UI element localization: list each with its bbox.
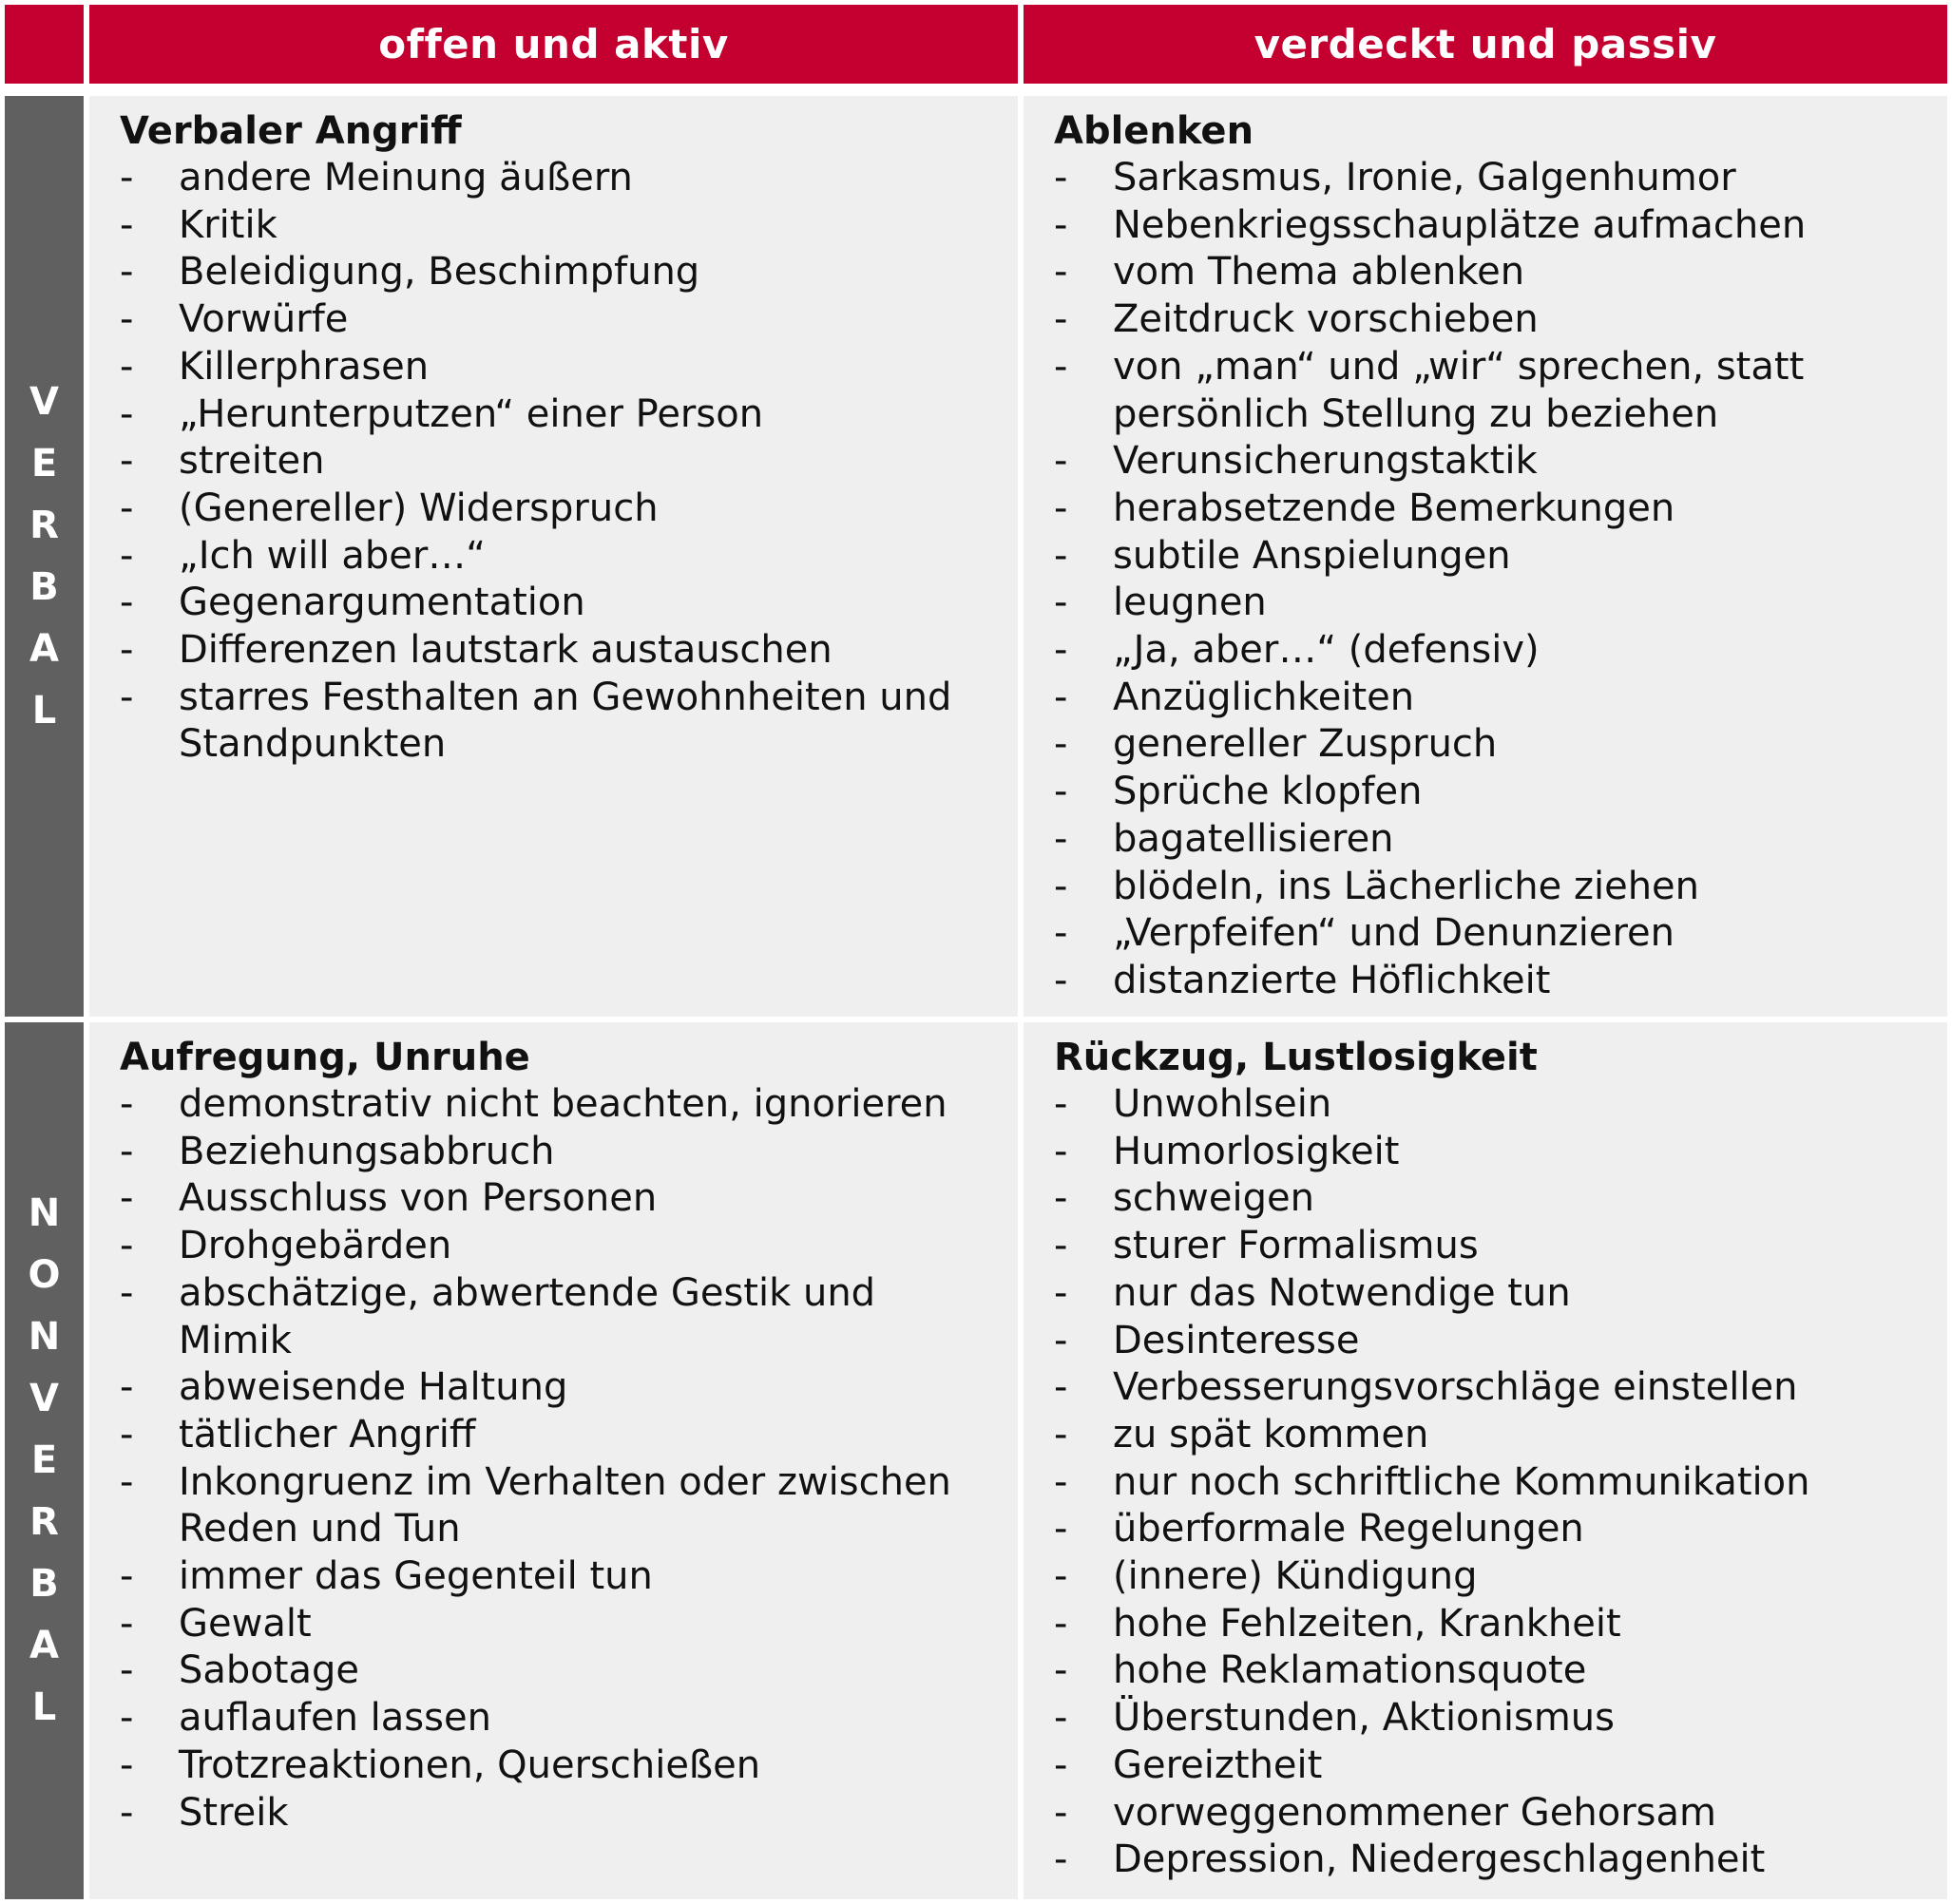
row-label-letter: R	[29, 1500, 59, 1544]
list-item-text: sturer Formalismus	[1113, 1224, 1479, 1268]
list-item	[120, 1364, 1018, 1412]
list-item	[1054, 438, 1947, 486]
bullet-dash: -	[120, 1224, 134, 1268]
bullet-dash: -	[1054, 250, 1068, 295]
list-item-text: nur noch schriftliche Kommunikation	[1113, 1459, 1810, 1504]
list-item-text: blödeln, ins Lächerliche ziehen	[1113, 864, 1700, 908]
list-item	[120, 675, 1018, 769]
bullet-dash: -	[1054, 156, 1068, 200]
bullet-dash: -	[1054, 1837, 1068, 1882]
bullet-dash: -	[120, 1270, 134, 1315]
list-item	[120, 296, 1018, 344]
cell-title: Ablenken	[1054, 109, 1254, 153]
bullet-dash: -	[1054, 202, 1068, 247]
list-item-text: Inkongruenz im Verhalten oder zwischen Reden und Tun	[179, 1459, 951, 1552]
header-corner	[5, 5, 84, 84]
row-label-letter: V	[29, 379, 59, 424]
list-item	[1054, 1695, 1947, 1742]
list-item	[1054, 1647, 1947, 1695]
list-item	[120, 1647, 1018, 1695]
bullet-dash: -	[120, 1790, 134, 1835]
list-item	[1054, 486, 1947, 533]
list-item	[120, 1695, 1018, 1742]
list-item	[120, 1081, 1018, 1129]
bullet-dash: -	[120, 1696, 134, 1741]
list-item-text: nur das Notwendige tun	[1113, 1270, 1571, 1315]
cell-title: Rückzug, Lustlosigkeit	[1054, 1036, 1538, 1079]
list-item-text: schweigen	[1113, 1176, 1314, 1221]
list-item	[120, 533, 1018, 581]
bullet-dash: -	[1054, 1790, 1068, 1835]
list-item-text: „Ich will aber…“	[179, 533, 487, 578]
list-item-text: hohe Fehlzeiten, Krankheit	[1113, 1601, 1621, 1646]
list-item	[120, 202, 1018, 250]
list-item-text: Drohgebärden	[179, 1224, 452, 1268]
bullet-dash: -	[1054, 628, 1068, 673]
list-item	[1054, 1742, 1947, 1790]
cell-title: Verbaler Angriff	[120, 109, 462, 153]
list-item-text: Differenzen lautstark austauschen	[179, 628, 832, 673]
bullet-dash: -	[120, 1459, 134, 1504]
list-item-text: Gegenargumentation	[179, 581, 585, 625]
bullet-dash: -	[1054, 1601, 1068, 1646]
list-item-text: Kritik	[179, 202, 277, 247]
list-item-text: demonstrativ nicht beachten, ignorieren	[179, 1082, 947, 1126]
list-item	[1054, 769, 1947, 816]
list-item	[1054, 202, 1947, 250]
list-item-text: tätlicher Angriff	[179, 1412, 476, 1457]
list-item	[120, 438, 1018, 486]
list-item-text: auflaufen lassen	[179, 1696, 491, 1741]
list-item-text: „Herunterputzen“ einer Person	[179, 391, 764, 436]
list-item	[1054, 1318, 1947, 1365]
bullet-dash: -	[1054, 344, 1068, 389]
bullet-dash: -	[120, 202, 134, 247]
bullet-dash: -	[120, 486, 134, 530]
list-item-text: Verbesserungsvorschläge einstellen	[1113, 1365, 1798, 1410]
list-item	[1054, 816, 1947, 864]
list-item-text: bagatellisieren	[1113, 816, 1394, 861]
bullet-dash: -	[120, 344, 134, 389]
list-item-text: Beleidigung, Beschimpfung	[179, 250, 700, 295]
list-item-text: leugnen	[1113, 581, 1267, 625]
bullet-dash: -	[120, 391, 134, 436]
cell-verbal-verdeckt	[1024, 96, 1947, 1017]
list-item	[1054, 864, 1947, 911]
row-label-verbal	[5, 96, 84, 1017]
list-item-text: Gewalt	[179, 1601, 312, 1646]
list-item-text: Killerphrasen	[179, 344, 430, 389]
bullet-dash: -	[120, 1365, 134, 1410]
list-item	[1054, 1459, 1947, 1507]
list-item	[1054, 1364, 1947, 1412]
bullet-dash: -	[1054, 1412, 1068, 1457]
row-label-letter: A	[29, 626, 59, 671]
row-label-nonverbal	[5, 1022, 84, 1899]
list-item	[1054, 249, 1947, 296]
list-item	[120, 627, 1018, 675]
bullet-dash: -	[1054, 1176, 1068, 1221]
list-item-text: Anzüglichkeiten	[1113, 675, 1415, 719]
bullet-dash: -	[120, 250, 134, 295]
bullet-dash: -	[1054, 722, 1068, 767]
list-item-text: immer das Gegenteil tun	[179, 1554, 653, 1599]
bullet-dash: -	[1054, 675, 1068, 719]
row-label-letter: L	[31, 688, 57, 733]
bullet-dash: -	[1054, 1648, 1068, 1693]
bullet-dash: -	[1054, 911, 1068, 956]
row-label-letter: B	[29, 1562, 59, 1606]
list-item	[1054, 1175, 1947, 1223]
column-header-offen-aktiv: offen und aktiv	[89, 5, 1018, 84]
bullet-dash: -	[120, 297, 134, 342]
list-item	[1054, 1270, 1947, 1318]
list-item-text: genereller Zuspruch	[1113, 722, 1498, 767]
bullet-dash: -	[120, 156, 134, 200]
list-item-text: Gereiztheit	[1113, 1742, 1323, 1787]
list-item	[1054, 1081, 1947, 1129]
bullet-dash: -	[120, 1412, 134, 1457]
bullet-dash: -	[1054, 297, 1068, 342]
bullet-dash: -	[1054, 1742, 1068, 1787]
list-item-text: vom Thema ablenken	[1113, 250, 1525, 295]
list-item	[120, 580, 1018, 627]
bullet-dash: -	[120, 628, 134, 673]
list-item	[1054, 721, 1947, 769]
list-item-text: starres Festhalten an Gewohnheiten und Standpunkten	[179, 675, 952, 767]
list-item-text: Streik	[179, 1790, 289, 1835]
list-item-text: Nebenkriegsschauplätze aufmachen	[1113, 202, 1807, 247]
list-item-text: abschätzige, abwertende Gestik und Mimik	[179, 1270, 876, 1362]
bullet-dash: -	[1054, 770, 1068, 814]
row-label-letter: B	[29, 564, 59, 609]
row-label-letter: R	[29, 503, 59, 547]
list-item-text: hohe Reklamationsquote	[1113, 1648, 1587, 1693]
bullet-dash: -	[1054, 439, 1068, 484]
list-item	[1054, 580, 1947, 627]
cell-nonverbal-offen	[89, 1022, 1018, 1899]
bullet-dash: -	[120, 1129, 134, 1173]
item-list	[1054, 1081, 1947, 1884]
list-item	[1054, 1553, 1947, 1601]
list-item	[1054, 1129, 1947, 1176]
list-item-text: Zeitdruck vorschieben	[1113, 297, 1539, 342]
item-list	[120, 1081, 1018, 1837]
list-item	[1054, 627, 1947, 675]
bullet-dash: -	[1054, 1270, 1068, 1315]
list-item-text: überformale Regelungen	[1113, 1507, 1584, 1552]
list-item	[1054, 1223, 1947, 1270]
bullet-dash: -	[1054, 816, 1068, 861]
bullet-dash: -	[120, 1082, 134, 1126]
list-item	[1054, 958, 1947, 1005]
item-list	[120, 155, 1018, 769]
list-item-text: zu spät kommen	[1113, 1412, 1429, 1457]
bullet-dash: -	[1054, 581, 1068, 625]
list-item-text: Unwohlsein	[1113, 1082, 1332, 1126]
list-item-text: von „man“ und „wir“ sprechen, statt persönlich Stellung zu beziehen	[1113, 344, 1805, 436]
bullet-dash: -	[1054, 958, 1068, 1002]
column-header-verdeckt-passiv: verdeckt und passiv	[1024, 5, 1947, 84]
list-item-text: distanzierte Höflichkeit	[1113, 958, 1551, 1002]
list-item-text: subtile Anspielungen	[1113, 533, 1511, 578]
row-label-letter: N	[28, 1315, 61, 1359]
list-item-text: vorweggenommener Gehorsam	[1113, 1790, 1716, 1835]
list-item-text: (Genereller) Widerspruch	[179, 486, 659, 530]
list-item-text: streiten	[179, 439, 325, 484]
list-item	[120, 1270, 1018, 1364]
bullet-dash: -	[120, 1554, 134, 1599]
row-label-letter: N	[28, 1191, 61, 1235]
list-item	[1054, 1790, 1947, 1837]
bullet-dash: -	[120, 1648, 134, 1693]
list-item-text: Sarkasmus, Ironie, Galgenhumor	[1113, 156, 1736, 200]
list-item-text: abweisende Haltung	[179, 1365, 568, 1410]
list-item	[120, 1175, 1018, 1223]
row-label-letter: E	[30, 1438, 58, 1482]
list-item	[1054, 533, 1947, 581]
list-item	[120, 1459, 1018, 1553]
list-item-text: Desinteresse	[1113, 1318, 1360, 1362]
cell-nonverbal-verdeckt	[1024, 1022, 1947, 1899]
row-label-letter: E	[30, 441, 58, 486]
list-item	[120, 391, 1018, 439]
list-item	[1054, 296, 1947, 344]
list-item	[120, 1790, 1018, 1837]
bullet-dash: -	[120, 439, 134, 484]
list-item-text: Sprüche klopfen	[1113, 770, 1423, 814]
bullet-dash: -	[1054, 864, 1068, 908]
list-item	[120, 486, 1018, 533]
bullet-dash: -	[120, 1601, 134, 1646]
list-item-text: andere Meinung äußern	[179, 156, 633, 200]
list-item	[1054, 344, 1947, 438]
list-item	[120, 1601, 1018, 1648]
bullet-dash: -	[1054, 486, 1068, 530]
list-item	[120, 1223, 1018, 1270]
bullet-dash: -	[1054, 1459, 1068, 1504]
list-item-text: Verunsicherungstaktik	[1113, 439, 1538, 484]
bullet-dash: -	[120, 675, 134, 719]
bullet-dash: -	[120, 581, 134, 625]
list-item-text: Sabotage	[179, 1648, 359, 1693]
bullet-dash: -	[120, 1176, 134, 1221]
list-item	[120, 344, 1018, 391]
row-label-letter: A	[29, 1624, 59, 1667]
row-label-letter: O	[28, 1253, 61, 1297]
cell-title: Aufregung, Unruhe	[120, 1036, 530, 1079]
list-item-text: herabsetzende Bemerkungen	[1113, 486, 1675, 530]
list-item-text: Depression, Niedergeschlagenheit	[1113, 1837, 1766, 1882]
list-item	[120, 1553, 1018, 1601]
list-item	[1054, 910, 1947, 958]
row-label-letter: L	[31, 1685, 57, 1729]
list-item	[1054, 1412, 1947, 1459]
bullet-dash: -	[1054, 1507, 1068, 1552]
list-item-text: Vorwürfe	[179, 297, 349, 342]
list-item-text: (innere) Kündigung	[1113, 1554, 1478, 1599]
list-item-text: Trotzreaktionen, Querschießen	[179, 1742, 761, 1787]
list-item	[120, 1129, 1018, 1176]
row-label-letter: V	[29, 1377, 59, 1420]
list-item-text: Humorlosigkeit	[1113, 1129, 1400, 1173]
bullet-dash: -	[1054, 533, 1068, 578]
bullet-dash: -	[1054, 1082, 1068, 1126]
bullet-dash: -	[1054, 1129, 1068, 1173]
list-item	[120, 249, 1018, 296]
list-item-text: „Verpfeifen“ und Denunzieren	[1113, 911, 1675, 956]
item-list	[1054, 155, 1947, 1005]
list-item	[120, 1742, 1018, 1790]
list-item	[1054, 675, 1947, 722]
bullet-dash: -	[1054, 1554, 1068, 1599]
bullet-dash: -	[1054, 1224, 1068, 1268]
list-item	[1054, 1601, 1947, 1648]
list-item	[1054, 155, 1947, 202]
bullet-dash: -	[1054, 1318, 1068, 1362]
list-item	[1054, 1837, 1947, 1884]
list-item-text: Beziehungsabbruch	[179, 1129, 555, 1173]
bullet-dash: -	[1054, 1365, 1068, 1410]
list-item	[120, 1412, 1018, 1459]
list-item	[120, 155, 1018, 202]
list-item	[1054, 1506, 1947, 1553]
list-item-text: Ausschluss von Personen	[179, 1176, 658, 1221]
list-item-text: „Ja, aber…“ (defensiv)	[1113, 628, 1540, 673]
bullet-dash: -	[120, 533, 134, 578]
bullet-dash: -	[1054, 1696, 1068, 1741]
bullet-dash: -	[120, 1742, 134, 1787]
list-item-text: Überstunden, Aktionismus	[1113, 1696, 1615, 1741]
cell-verbal-offen	[89, 96, 1018, 1017]
